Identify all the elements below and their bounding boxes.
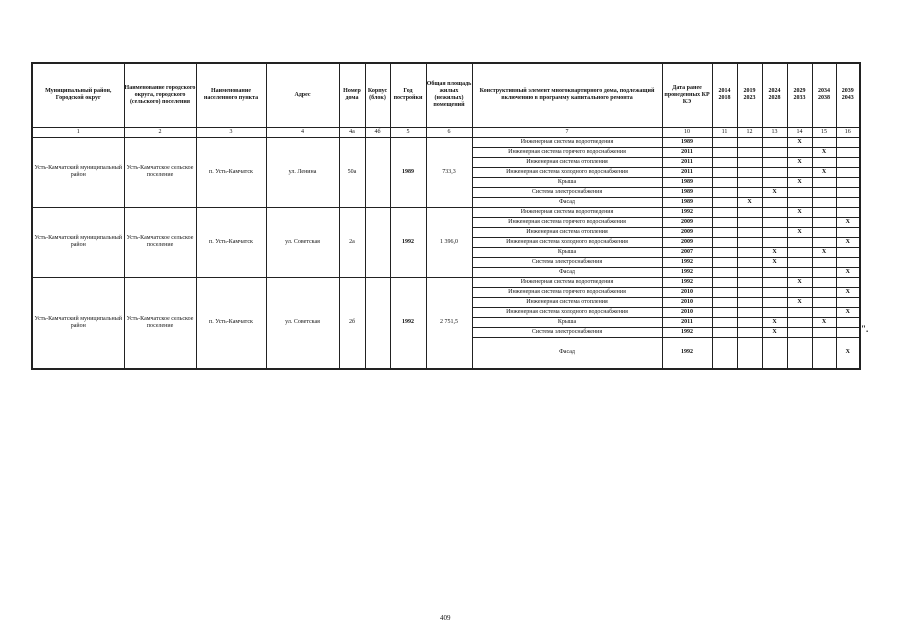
- period-mark-cell: X: [762, 317, 787, 327]
- repair-date-cell: 2009: [662, 217, 712, 227]
- period-mark-cell: [787, 167, 812, 177]
- header-cell: Наименование городского округа, городского (сельского) поселения: [124, 63, 196, 127]
- element-name-cell: Система электроснабжения: [472, 257, 662, 267]
- header-cell: Номер дома: [339, 63, 365, 127]
- period-mark-cell: [762, 167, 787, 177]
- period-mark-cell: X: [762, 327, 787, 337]
- period-mark-cell: [836, 167, 860, 177]
- period-mark-cell: [712, 157, 737, 167]
- header-cell: Дата ранее проведенных КР КЭ: [662, 63, 712, 127]
- period-mark-cell: [712, 217, 737, 227]
- period-mark-cell: [812, 177, 836, 187]
- period-mark-cell: [737, 137, 762, 147]
- period-mark-cell: [762, 267, 787, 277]
- period-mark-cell: [712, 327, 737, 337]
- table-row: [32, 277, 860, 287]
- period-mark-cell: [762, 297, 787, 307]
- block-cell: [365, 277, 390, 369]
- house-number-cell: 2б: [339, 277, 365, 369]
- repair-date-cell: 1992: [662, 267, 712, 277]
- period-mark-cell: X: [836, 287, 860, 297]
- element-name-cell: Система электроснабжения: [472, 187, 662, 197]
- period-mark-cell: [836, 157, 860, 167]
- period-mark-cell: [812, 207, 836, 217]
- settlement-cell: Усть-Камчатское сельское поселение: [124, 277, 196, 369]
- period-mark-cell: [712, 297, 737, 307]
- element-name-cell: Система электроснабжения: [472, 327, 662, 337]
- repair-date-cell: 2010: [662, 307, 712, 317]
- period-mark-cell: [836, 317, 860, 327]
- column-number: 10: [662, 127, 712, 137]
- period-mark-cell: [836, 197, 860, 207]
- period-mark-cell: [812, 337, 836, 369]
- repair-date-cell: 2010: [662, 297, 712, 307]
- period-mark-cell: [812, 137, 836, 147]
- period-mark-cell: [712, 267, 737, 277]
- locality-cell: п. Усть-Камчатск: [196, 277, 266, 369]
- element-name-cell: Инженерная система горячего водоснабжения: [472, 217, 662, 227]
- repair-date-cell: 1992: [662, 327, 712, 337]
- element-name-cell: Инженерная система водоотведения: [472, 137, 662, 147]
- table-row: [32, 137, 860, 147]
- period-mark-cell: [712, 137, 737, 147]
- period-mark-cell: X: [836, 237, 860, 247]
- period-mark-cell: [812, 287, 836, 297]
- header-row: [32, 63, 860, 127]
- period-mark-cell: X: [812, 247, 836, 257]
- area-cell: 2 751,5: [426, 277, 472, 369]
- period-mark-cell: [787, 327, 812, 337]
- period-mark-cell: [812, 217, 836, 227]
- period-mark-cell: [737, 307, 762, 317]
- period-mark-cell: [762, 137, 787, 147]
- period-mark-cell: [836, 227, 860, 237]
- period-mark-cell: [836, 207, 860, 217]
- period-mark-cell: [787, 337, 812, 369]
- element-name-cell: Крыша: [472, 177, 662, 187]
- element-name-cell: Инженерная система горячего водоснабжения: [472, 287, 662, 297]
- period-mark-cell: [737, 217, 762, 227]
- header-cell: Наименование населенного пункта: [196, 63, 266, 127]
- block-cell: [365, 137, 390, 207]
- repair-date-cell: 2011: [662, 157, 712, 167]
- column-number: 13: [762, 127, 787, 137]
- period-mark-cell: [836, 177, 860, 187]
- period-mark-cell: [737, 337, 762, 369]
- period-mark-cell: [712, 177, 737, 187]
- period-mark-cell: [737, 297, 762, 307]
- period-mark-cell: [836, 247, 860, 257]
- period-mark-cell: [737, 167, 762, 177]
- element-name-cell: Инженерная система горячего водоснабжения: [472, 147, 662, 157]
- period-mark-cell: [762, 197, 787, 207]
- period-mark-cell: [812, 307, 836, 317]
- period-mark-cell: [737, 317, 762, 327]
- period-mark-cell: [836, 297, 860, 307]
- period-mark-cell: [712, 337, 737, 369]
- repair-date-cell: 2007: [662, 247, 712, 257]
- element-name-cell: Инженерная система холодного водоснабжения: [472, 307, 662, 317]
- capital-repair-table: [31, 62, 861, 370]
- column-number: 2: [124, 127, 196, 137]
- period-mark-cell: [787, 147, 812, 157]
- period-mark-cell: [762, 147, 787, 157]
- municipal-cell: Усть-Камчатский муниципальный район: [32, 137, 124, 207]
- element-name-cell: Инженерная система отопления: [472, 297, 662, 307]
- period-mark-cell: [836, 137, 860, 147]
- period-mark-cell: [836, 257, 860, 267]
- column-number: 3: [196, 127, 266, 137]
- period-mark-cell: [836, 147, 860, 157]
- settlement-cell: Усть-Камчатское сельское поселение: [124, 207, 196, 277]
- element-name-cell: Инженерная система отопления: [472, 227, 662, 237]
- period-mark-cell: [712, 277, 737, 287]
- period-mark-cell: [737, 227, 762, 237]
- column-number: 12: [737, 127, 762, 137]
- repair-date-cell: 2011: [662, 147, 712, 157]
- column-number: 14: [787, 127, 812, 137]
- repair-date-cell: 2011: [662, 317, 712, 327]
- header-cell: 2014 2018: [712, 63, 737, 127]
- header-cell: Год постройки: [390, 63, 426, 127]
- column-number: 11: [712, 127, 737, 137]
- period-mark-cell: X: [737, 197, 762, 207]
- column-number: 4б: [365, 127, 390, 137]
- header-cell: 2024 2028: [762, 63, 787, 127]
- element-name-cell: Инженерная система отопления: [472, 157, 662, 167]
- repair-date-cell: 1992: [662, 277, 712, 287]
- period-mark-cell: [787, 247, 812, 257]
- build-year-cell: 1989: [390, 137, 426, 207]
- period-mark-cell: X: [762, 257, 787, 267]
- period-mark-cell: [712, 257, 737, 267]
- period-mark-cell: X: [787, 227, 812, 237]
- period-mark-cell: [812, 267, 836, 277]
- period-mark-cell: X: [836, 307, 860, 317]
- table-row: [32, 207, 860, 217]
- period-mark-cell: [712, 147, 737, 157]
- period-mark-cell: [737, 327, 762, 337]
- period-mark-cell: [737, 187, 762, 197]
- period-mark-cell: [737, 207, 762, 217]
- period-mark-cell: [812, 187, 836, 197]
- column-number: 15: [812, 127, 836, 137]
- period-mark-cell: X: [812, 147, 836, 157]
- period-mark-cell: [787, 287, 812, 297]
- period-mark-cell: [787, 217, 812, 227]
- locality-cell: п. Усть-Камчатск: [196, 137, 266, 207]
- period-mark-cell: [712, 317, 737, 327]
- period-mark-cell: X: [812, 317, 836, 327]
- header-cell: 2019 2023: [737, 63, 762, 127]
- period-mark-cell: [787, 187, 812, 197]
- header-cell: Муниципальный район, Городской округ: [32, 63, 124, 127]
- period-mark-cell: [712, 227, 737, 237]
- repair-date-cell: 2009: [662, 227, 712, 237]
- period-mark-cell: [762, 227, 787, 237]
- element-name-cell: Крыша: [472, 247, 662, 257]
- period-mark-cell: [787, 307, 812, 317]
- repair-date-cell: 1989: [662, 187, 712, 197]
- period-mark-cell: [712, 207, 737, 217]
- period-mark-cell: [712, 307, 737, 317]
- repair-date-cell: 1992: [662, 207, 712, 217]
- period-mark-cell: [812, 297, 836, 307]
- page-number: 409: [440, 614, 451, 622]
- column-number: 6: [426, 127, 472, 137]
- period-mark-cell: [762, 287, 787, 297]
- element-name-cell: Крыша: [472, 317, 662, 327]
- period-mark-cell: [762, 307, 787, 317]
- column-number: 4а: [339, 127, 365, 137]
- header-cell: Корпус (блок): [365, 63, 390, 127]
- period-mark-cell: [836, 187, 860, 197]
- period-mark-cell: [737, 247, 762, 257]
- period-mark-cell: [712, 167, 737, 177]
- period-mark-cell: [712, 247, 737, 257]
- element-name-cell: Инженерная система холодного водоснабжения: [472, 237, 662, 247]
- header-cell: 2034 2038: [812, 63, 836, 127]
- municipal-cell: Усть-Камчатский муниципальный район: [32, 277, 124, 369]
- period-mark-cell: X: [836, 217, 860, 227]
- street-cell: ул. Советская: [266, 277, 339, 369]
- repair-date-cell: 1989: [662, 177, 712, 187]
- period-mark-cell: [712, 237, 737, 247]
- house-number-cell: 2а: [339, 207, 365, 277]
- repair-date-cell: 1989: [662, 197, 712, 207]
- period-mark-cell: [712, 187, 737, 197]
- period-mark-cell: X: [812, 167, 836, 177]
- period-mark-cell: [737, 287, 762, 297]
- area-cell: 1 396,0: [426, 207, 472, 277]
- period-mark-cell: [812, 157, 836, 167]
- repair-date-cell: 2010: [662, 287, 712, 297]
- build-year-cell: 1992: [390, 207, 426, 277]
- period-mark-cell: [737, 157, 762, 167]
- period-mark-cell: [737, 237, 762, 247]
- repair-date-cell: 1992: [662, 337, 712, 369]
- build-year-cell: 1992: [390, 277, 426, 369]
- street-cell: ул. Советская: [266, 207, 339, 277]
- period-mark-cell: [787, 267, 812, 277]
- period-mark-cell: [762, 157, 787, 167]
- period-mark-cell: [712, 197, 737, 207]
- repair-date-cell: 1992: [662, 257, 712, 267]
- closing-quote: ".: [861, 324, 869, 334]
- repair-date-cell: 2009: [662, 237, 712, 247]
- period-mark-cell: X: [836, 267, 860, 277]
- period-mark-cell: [737, 177, 762, 187]
- period-mark-cell: [812, 237, 836, 247]
- period-mark-cell: [737, 257, 762, 267]
- period-mark-cell: X: [787, 177, 812, 187]
- period-mark-cell: [737, 267, 762, 277]
- period-mark-cell: [737, 147, 762, 157]
- block-cell: [365, 207, 390, 277]
- element-name-cell: Инженерная система водоотведения: [472, 277, 662, 287]
- column-number: 5: [390, 127, 426, 137]
- period-mark-cell: [836, 327, 860, 337]
- period-mark-cell: [737, 277, 762, 287]
- column-number: 4: [266, 127, 339, 137]
- period-mark-cell: [762, 237, 787, 247]
- period-mark-cell: X: [787, 157, 812, 167]
- period-mark-cell: [762, 207, 787, 217]
- element-name-cell: Инженерная система холодного водоснабжения: [472, 167, 662, 177]
- period-mark-cell: X: [762, 247, 787, 257]
- street-cell: ул. Ленина: [266, 137, 339, 207]
- period-mark-cell: X: [787, 137, 812, 147]
- header-cell: 2039 2043: [836, 63, 860, 127]
- repair-date-cell: 1989: [662, 137, 712, 147]
- period-mark-cell: X: [836, 337, 860, 369]
- element-name-cell: Фасад: [472, 197, 662, 207]
- period-mark-cell: X: [787, 207, 812, 217]
- column-number: 1: [32, 127, 124, 137]
- column-number: 7: [472, 127, 662, 137]
- period-mark-cell: [787, 257, 812, 267]
- element-name-cell: Инженерная система водоотведения: [472, 207, 662, 217]
- municipal-cell: Усть-Камчатский муниципальный район: [32, 207, 124, 277]
- period-mark-cell: X: [787, 277, 812, 287]
- period-mark-cell: [836, 277, 860, 287]
- period-mark-cell: [762, 277, 787, 287]
- repair-date-cell: 2011: [662, 167, 712, 177]
- period-mark-cell: X: [787, 297, 812, 307]
- period-mark-cell: [762, 217, 787, 227]
- period-mark-cell: X: [762, 187, 787, 197]
- column-number-row: [32, 127, 860, 137]
- period-mark-cell: [812, 327, 836, 337]
- header-cell: 2029 2033: [787, 63, 812, 127]
- element-name-cell: Фасад: [472, 267, 662, 277]
- period-mark-cell: [787, 237, 812, 247]
- house-number-cell: 50а: [339, 137, 365, 207]
- period-mark-cell: [712, 287, 737, 297]
- period-mark-cell: [762, 337, 787, 369]
- locality-cell: п. Усть-Камчатск: [196, 207, 266, 277]
- header-cell: Общая площадь жилых (нежилых) помещений: [426, 63, 472, 127]
- period-mark-cell: [812, 277, 836, 287]
- period-mark-cell: [787, 197, 812, 207]
- header-cell: Конструктивный элемент многоквартирного дома, подлежащий включению в программу капитального ремонта: [472, 63, 662, 127]
- period-mark-cell: [762, 177, 787, 187]
- period-mark-cell: [787, 317, 812, 327]
- table-body: [32, 137, 860, 369]
- header-cell: Адрес: [266, 63, 339, 127]
- period-mark-cell: [812, 227, 836, 237]
- area-cell: 733,3: [426, 137, 472, 207]
- period-mark-cell: [812, 257, 836, 267]
- period-mark-cell: [812, 197, 836, 207]
- settlement-cell: Усть-Камчатское сельское поселение: [124, 137, 196, 207]
- column-number: 16: [836, 127, 860, 137]
- element-name-cell: Фасад: [472, 337, 662, 369]
